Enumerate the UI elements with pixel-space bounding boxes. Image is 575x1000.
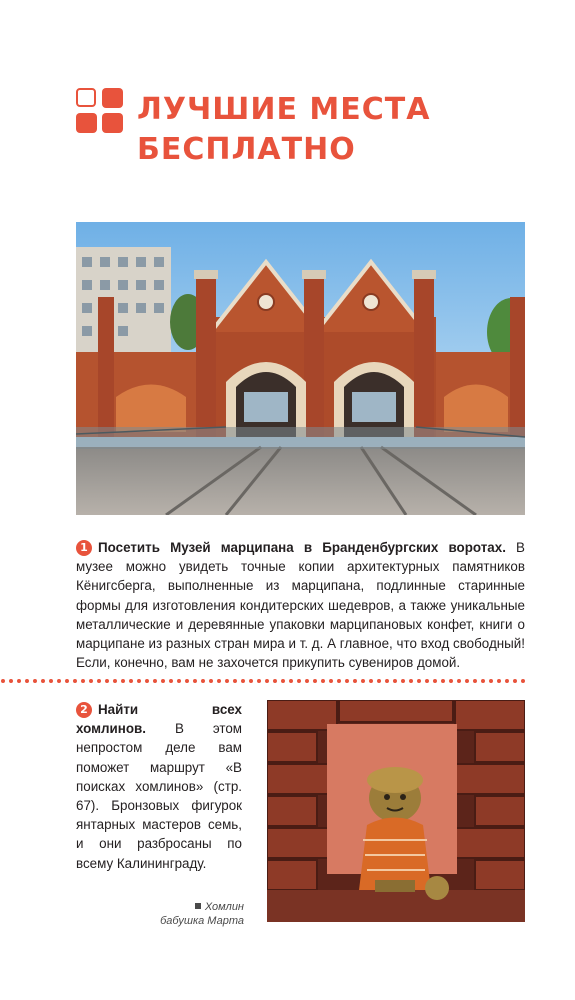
caption-line-2: бабушка Марта (160, 915, 244, 927)
item-text: В этом непростом деле вам поможет маршрут «В поисках хомлинов» (стр. 67). Бронзовых фигурок янтарных мастеров семь, и они разбросаны по всему Калининграду. (76, 721, 242, 871)
logo-square (102, 88, 123, 108)
logo-square (76, 113, 97, 133)
item-lead: Найти всех хомлинов. (76, 702, 242, 737)
item-text: В музее можно увидеть точные копии архитектурных памятников Кёнигсберга, выполненные из марципана, подлинные старинные формы для изготовления кондитерских шедевров, а также уникальные металлические и деревянные упаковки марципановых конфет, книги о марципане из разных стран мира и т. д. А главное, что вход свободный! Если, конечно, вам не захочется прикупить сувениров домой. (76, 540, 525, 671)
item-number-badge: 2 (76, 702, 92, 718)
list-item-1 (76, 538, 525, 672)
dotted-divider (0, 677, 525, 685)
title-line-1: ЛУЧШИЕ МЕСТА (137, 92, 431, 127)
title-line-2: БЕСПЛАТНО (137, 132, 356, 167)
logo-square-outline (76, 88, 96, 107)
list-item-2 (76, 700, 242, 873)
item-lead: Посетить Музей марципана в Бранденбургских воротах. (98, 540, 506, 555)
page-title (137, 90, 430, 170)
caption-square-icon (195, 903, 201, 909)
section-logo-icon (76, 88, 124, 134)
caption-line-1: Хомлин (204, 901, 244, 913)
photo-caption (140, 900, 244, 928)
brandenburg-gate-photo (76, 222, 525, 515)
homlin-figurine-photo (267, 700, 525, 922)
logo-square (102, 113, 123, 133)
item-number-badge: 1 (76, 540, 92, 556)
